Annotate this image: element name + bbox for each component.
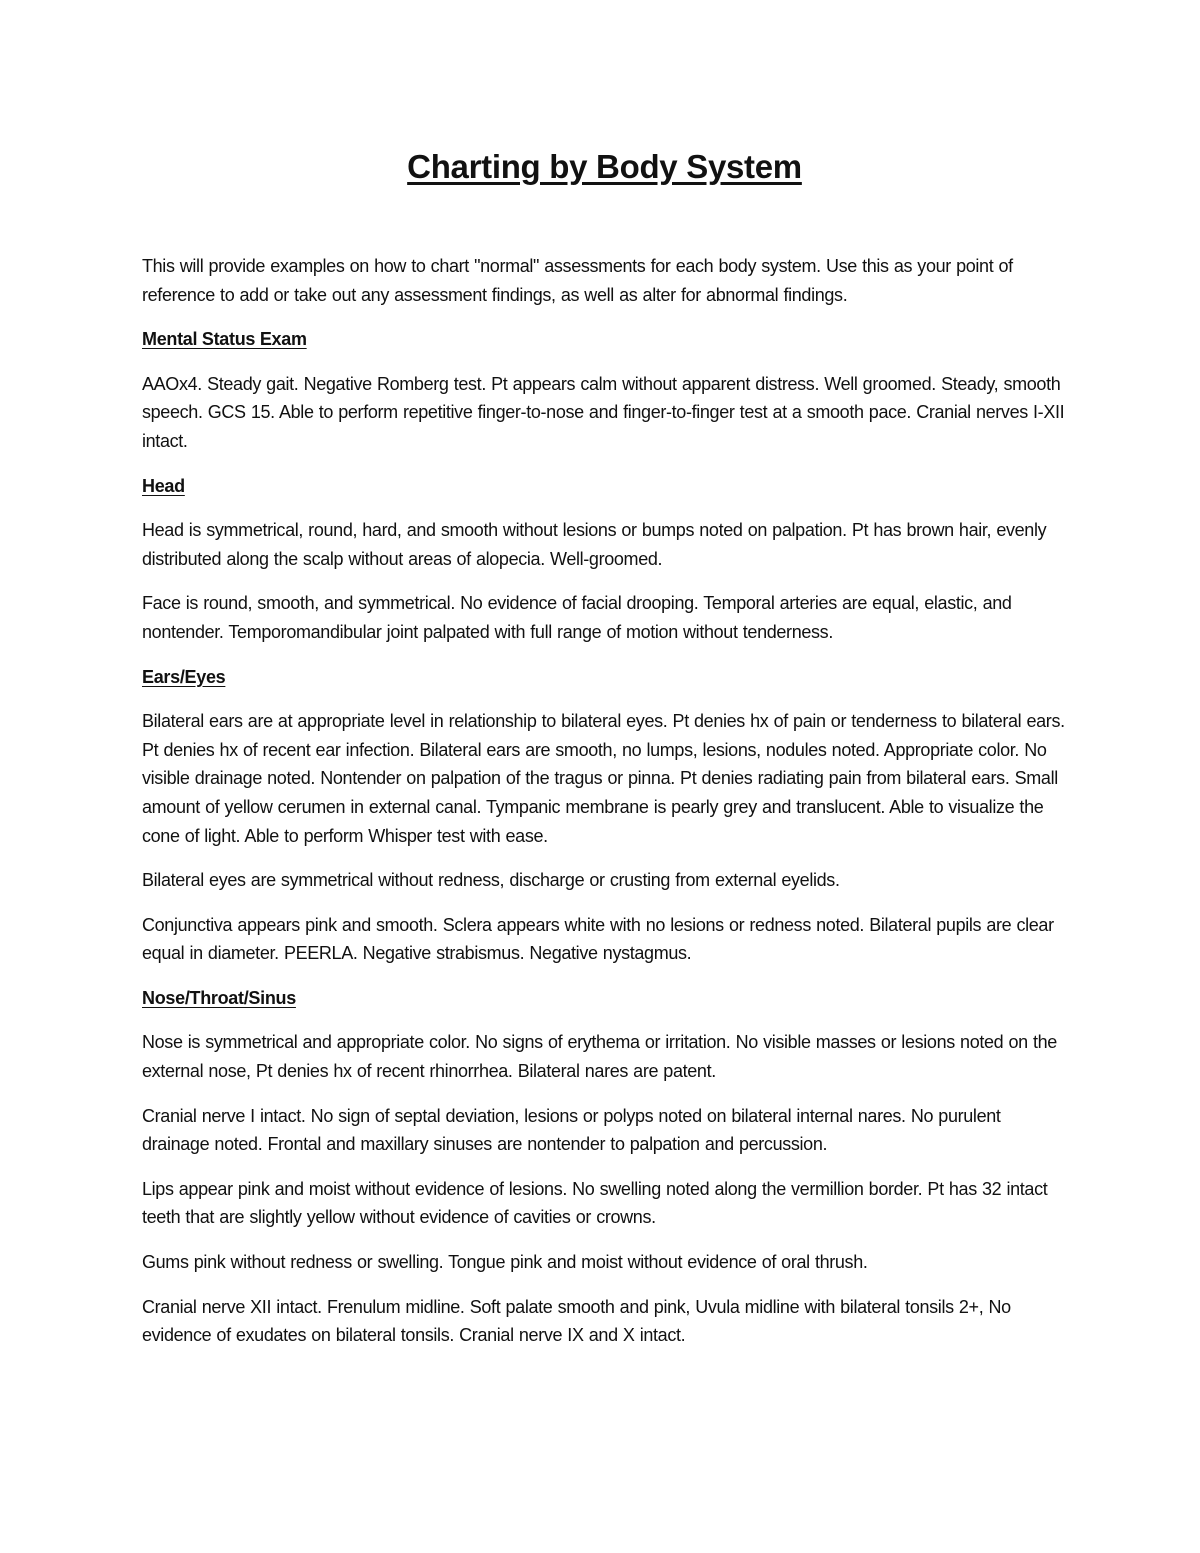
- section-paragraph: Bilateral eyes are symmetrical without redness, discharge or crusting from external eyelids.: [142, 870, 840, 891]
- section-paragraph: Lips appear pink and moist without evidence of lesions. No swelling noted along the vermillion border. Pt has 32 intact teeth that are slightly yellow without evidence of cavities or crowns.: [142, 1178, 1048, 1228]
- section-paragraph: Cranial nerve I intact. No sign of septal deviation, lesions or polyps noted on bilateral internal nares. No purulent drainage noted. Frontal and maxillary sinuses are nontender to palpation and percussion.: [142, 1105, 1001, 1155]
- section-heading: Mental Status Exam: [142, 329, 307, 350]
- section-paragraph: AAOx4. Steady gait. Negative Romberg test. Pt appears calm without apparent distress. Well groomed. Steady, smooth speech. GCS 15. Able to perform repetitive finger-to-nose and finger-to-finger test at a smooth pace. Cranial nerves I-XII intact.: [142, 373, 1065, 451]
- section-paragraph: Bilateral ears are at appropriate level in relationship to bilateral eyes. Pt denies hx of pain or tenderness to bilateral ears. Pt denies hx of recent ear infection. Bilateral ears are smooth, no lumps, lesions, nodules noted. Appropriate color. No visible drainage noted. Nontender on palpation of the tragus or pinna. Pt denies radiating pain from bilateral ears. Small amount of yellow cerumen in external canal. Tympanic membrane is pearly grey and translucent. Able to visualize the cone of light. Able to perform Whisper test with ease.: [142, 711, 1065, 846]
- section-ears-eyes: [142, 663, 1067, 968]
- section-heading: Ears/Eyes: [142, 666, 226, 687]
- intro-paragraph: This will provide examples on how to chart "normal" assessments for each body system. Use this as your point of reference to add or take out any assessment findings, as well as alter for abnormal findings.: [142, 256, 1013, 305]
- section-nose-throat-sinus: [142, 984, 1067, 1350]
- section-head: [142, 472, 1067, 647]
- section-paragraph: Cranial nerve XII intact. Frenulum midline. Soft palate smooth and pink, Uvula midline with bilateral tonsils 2+, No evidence of exudates on bilateral tonsils. Cranial nerve IX and X intact.: [142, 1296, 1011, 1346]
- document-title: Charting by Body System: [407, 148, 802, 185]
- section-paragraph: Head is symmetrical, round, hard, and smooth without lesions or bumps noted on palpation. Pt has brown hair, evenly distributed along the scalp without areas of alopecia. Well-groomed.: [142, 520, 1047, 569]
- section-heading: Head: [142, 475, 185, 496]
- section-mental-status-exam: [142, 325, 1067, 455]
- section-paragraph: Gums pink without redness or swelling. Tongue pink and moist without evidence of oral thrush.: [142, 1252, 868, 1273]
- section-paragraph: Conjunctiva appears pink and smooth. Sclera appears white with no lesions or redness noted. Bilateral pupils are clear equal in diameter. PEERLA. Negative strabismus. Negative nystagmus.: [142, 914, 1054, 964]
- section-paragraph: Nose is symmetrical and appropriate color. No signs of erythema or irritation. No visible masses or lesions noted on the external nose, Pt denies hx of recent rhinorrhea. Bilateral nares are patent.: [142, 1032, 1057, 1082]
- section-paragraph: Face is round, smooth, and symmetrical. No evidence of facial drooping. Temporal arteries are equal, elastic, and nontender. Temporomandibular joint palpated with full range of motion without tenderness.: [142, 593, 1012, 642]
- document-body: [142, 252, 1067, 1366]
- section-heading: Nose/Throat/Sinus: [142, 987, 296, 1008]
